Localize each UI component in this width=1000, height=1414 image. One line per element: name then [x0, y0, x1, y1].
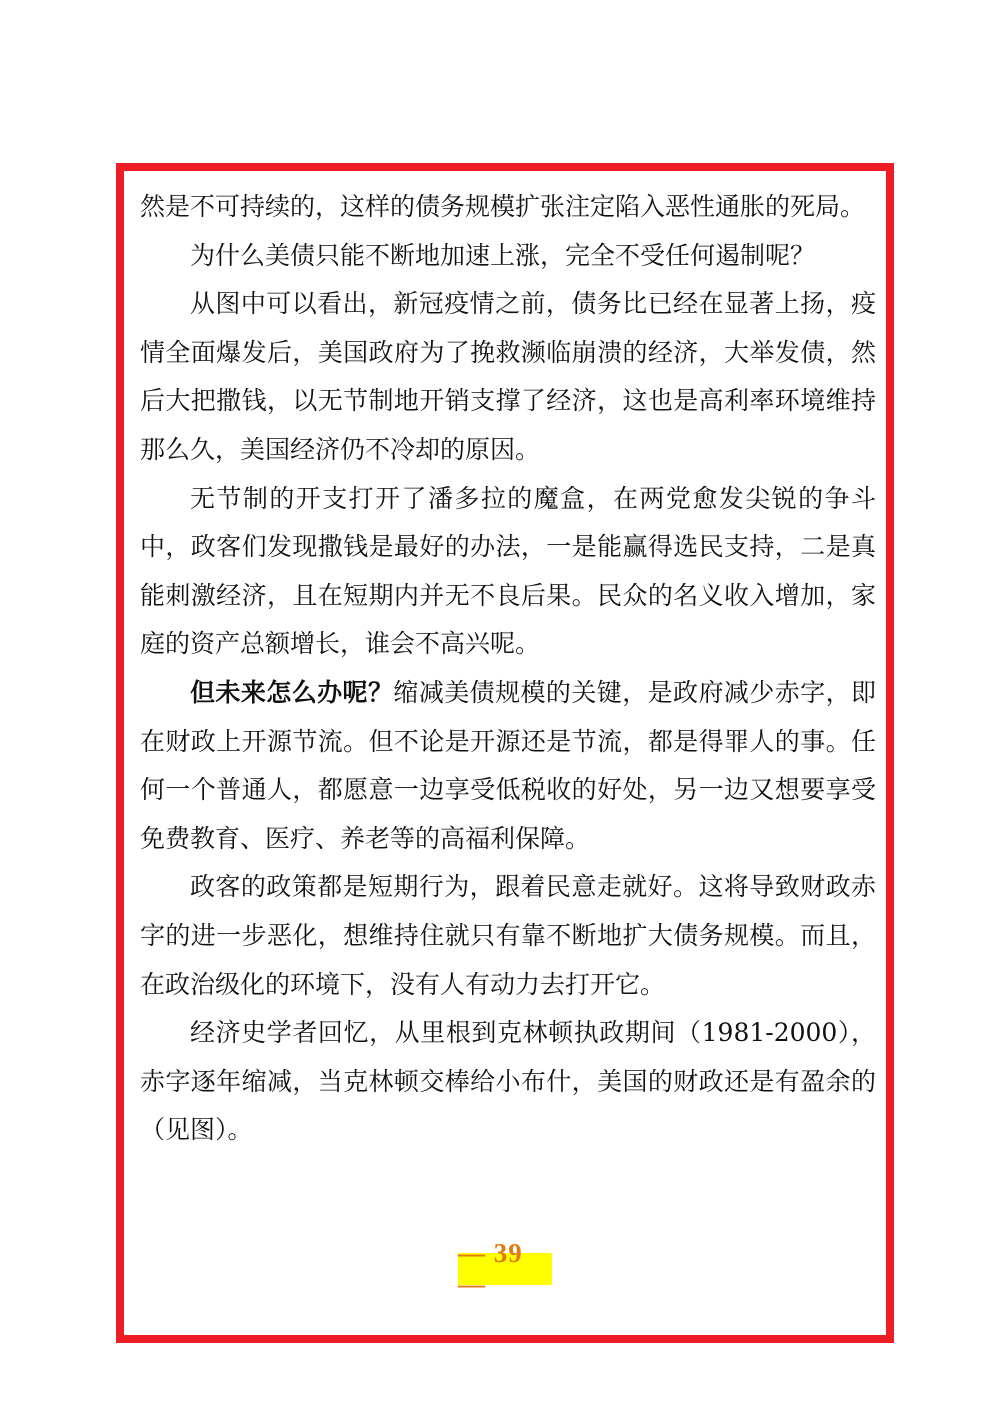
paragraph-future-rest: 缩减美债规模的关键，是政府减少赤字，即在财政上开源节流。但不论是开源还是节流，都是得罪人的事。任何一个普通人，都愿意一边享受低税收的好处，另一边又想要享受免费教育、医疗、养老等的高福利保障。: [140, 677, 876, 853]
paragraph-question: 为什么美债只能不断地加速上涨，完全不受任何遏制呢？: [190, 240, 816, 270]
page-frame: [116, 163, 894, 1343]
article-body: [140, 183, 876, 1155]
page-number: — 39 —: [458, 1253, 552, 1285]
paragraph-continuation: 然是不可持续的，这样的债务规模扩张注定陷入恶性通胀的死局。: [140, 192, 866, 221]
paragraph-short-term-policy: 政客的政策都是短期行为，跟着民意走就好。这将导致财政赤字的进一步恶化，想维持住就只有靠不断地扩大债务规模。而且，在政治级化的环境下，没有人有动力去打开它。: [140, 872, 876, 999]
paragraph-pandora-box: 无节制的开支打开了潘多拉的魔盒，在两党愈发尖锐的争斗中，政客们发现撒钱是最好的办法，一是能赢得选民支持，二是真能刺激经济，且在短期内并无不良后果。民众的名义收入增加，家庭的资产总额增长，谁会不高兴呢。: [140, 483, 876, 659]
paragraph-history: 经济史学者回忆，从里根到克林顿执政期间（1981-2000），赤字逐年缩减，当克林顿交棒给小布什，美国的财政还是有盈余的（见图）。: [140, 1018, 876, 1145]
paragraph-future-lead: 但未来怎么办呢？: [190, 677, 394, 707]
paragraph-future: [140, 669, 876, 863]
paragraph-pandemic-spending: 从图中可以看出，新冠疫情之前，债务比已经在显著上扬，疫情全面爆发后，美国政府为了挽救濒临崩溃的经济，大举发债，然后大把撒钱，以无节制地开销支撑了经济，这也是高利率环境维持那么久，美国经济仍不冷却的原因。: [140, 289, 876, 464]
